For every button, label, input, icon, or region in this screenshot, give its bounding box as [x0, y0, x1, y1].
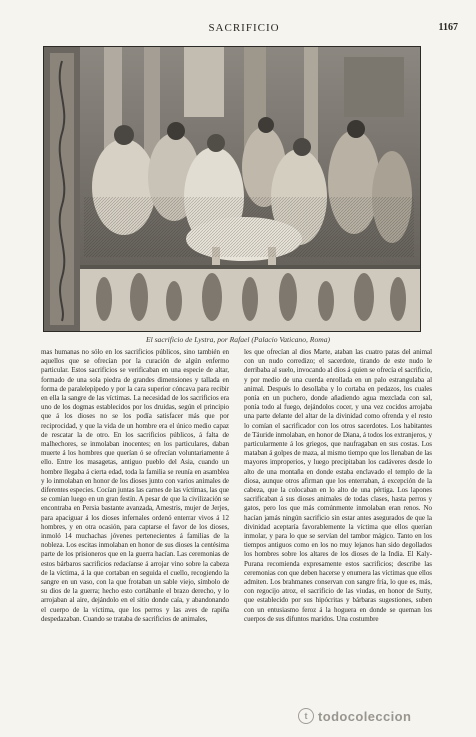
text-column-left: mas humanas no sólo en los sacrificios públicos, sino también en aquellos que se ofrecían por la curación de algún enfermo particular. Estos sacrificios se verificaban en una especie de altar, formado de una sola piedra de grandes dimensiones y tallada en forma de paralelepípedo y por la cara superior cóncava para recibir en ella la sangre de las víctimas. La necesidad de los sacrificios era uno de los dogmas establecidos por los druidas, según el principio que á los dioses no se los podía satisfacer más que por reciprocidad, y que la vida de un hombre era el único medio capaz de rescatar la de otro. En los sacrificios públicos, á falta de malhechores, se inmolaban inocentes; en los particulares, daban muerte á los hombres que querían ó se ofrecían voluntariamente á ello. Entre los masagetas, antiguo pueblo del Asia, cuando un hombre llegaba á cierta edad, toda la familia se reunía en asamblea y lo inmolaban en honor de los dioses junto con varios animales de diferentes especies. Cocían juntas las carnes de las víctimas, las que se comían luego en un gran festín. A pesar de que la civilización se encontraba en Persia bastante avanzada, Amestris, mujer de Jerjes, para apaciguar á los dioses infernales ordenó enterrar vivos á 12 hombres, y en otra ocasión, para captarse el favor de los dioses, inmoló 14 muchachas jóvenes pertenecientes á familias de la nobleza. Los escitas inmolaban en honor de sus dioses la centésima parte de los prisioneros que en la guerra hacían. Las ceremonias de estos bárbaros sacrificios redacíanse á arrojar vino sobre la cabeza de la víctima, á la que cortaban en seguida el cuello, recogiendo la sangre en un vaso, con la que frotaban un sable viejo, símbolo de su dios de la guerra; hecho esto cortábanle el brazo derecho, y lo arrojaban al aire, dejándolo en el sitio donde caía, y abandonando el cuerpo de la víctima, que los perros y las aves de rapiña despedazaban. Cuando se trataba de sacrificios de animales, — [41, 348, 229, 623]
running-title: SACRIFICIO — [208, 22, 280, 34]
engraving-artwork — [44, 47, 420, 331]
running-head — [30, 22, 458, 36]
text-column-right: les que ofrecían al dios Marte, ataban las cuatro patas del animal con un nudo corredizo; el sacerdote, tirando de este nudo le derribaba al suelo, invocando al dios á quien se ofrecía el sacrificio, y por medio de una cuerda enrollada en un palo estrangulaba al animal. Después lo desollaba y lo cortaba en pedazos, los cuales ponía en un puchero, donde añadiendo agua mezclada con sal, ponía todo al fuego, dejándolos cocer, y una vez cocidos arrojaba una parte delante del altar de la divinidad como ofrenda y el resto lo comían el sacrificador con los otros sacerdotes. Los habitantes de Táuride inmolaban, en honor de Diana, á todos los extranjeros, y particularmente á los griegos, que naufragaban en sus costas. Los mataban á golpes de maza, al mismo tiempo que los llenaban de las mayores improperios, y luego precipitaban los cadáveres desde lo alto de una montaña en donde estaba enclavado el templo de la diosa, aunque otros afirman que los enterraban, á excepción de la cabeza, que la colocaban en lo alto de una pértiga. Los lapones sacrificaban á sus dioses animales de todas clases, hasta perros y gatos, pero los que más comúnmente inmolaban eran renos. No hacían jamás ningún sacrificio sin estar antes asegurados de que la divinidad aceptaría favorablemente la víctima que ellos querían inmolar, y para lo que se servían del tambor mágico. Tanto en los tiempos antiguos como en los no muy lejanos han sido degollados los hombres sobre los altares de los dioses de la India. El Kaly-Purana recomienda expresamente estos sacrificios; describe las ceremonias con que deben hacerse y enumera las víctimas que ellos admiten. Los brahmanes conservan con sangre fría, lo que es, más, con regocijo atroz, el sacrificio de las viudas, en honor de Sutty, que establecido por sus hipócritas y bárbaras sugestiones, suben con un entusiasmo feroz á la hoguera en donde se queman los cuerpos de sus difuntos maridos. Una costumbre — [244, 348, 432, 623]
illustration-caption: El sacrificio de Lystra, por Rafael (Palacio Vaticano, Roma) — [145, 335, 331, 344]
engraving-illustration — [43, 46, 421, 332]
watermark-logo-icon: t — [298, 708, 314, 724]
page-number: 1167 — [438, 22, 458, 33]
watermark — [298, 706, 411, 726]
watermark-text: todocoleccion — [318, 708, 412, 724]
